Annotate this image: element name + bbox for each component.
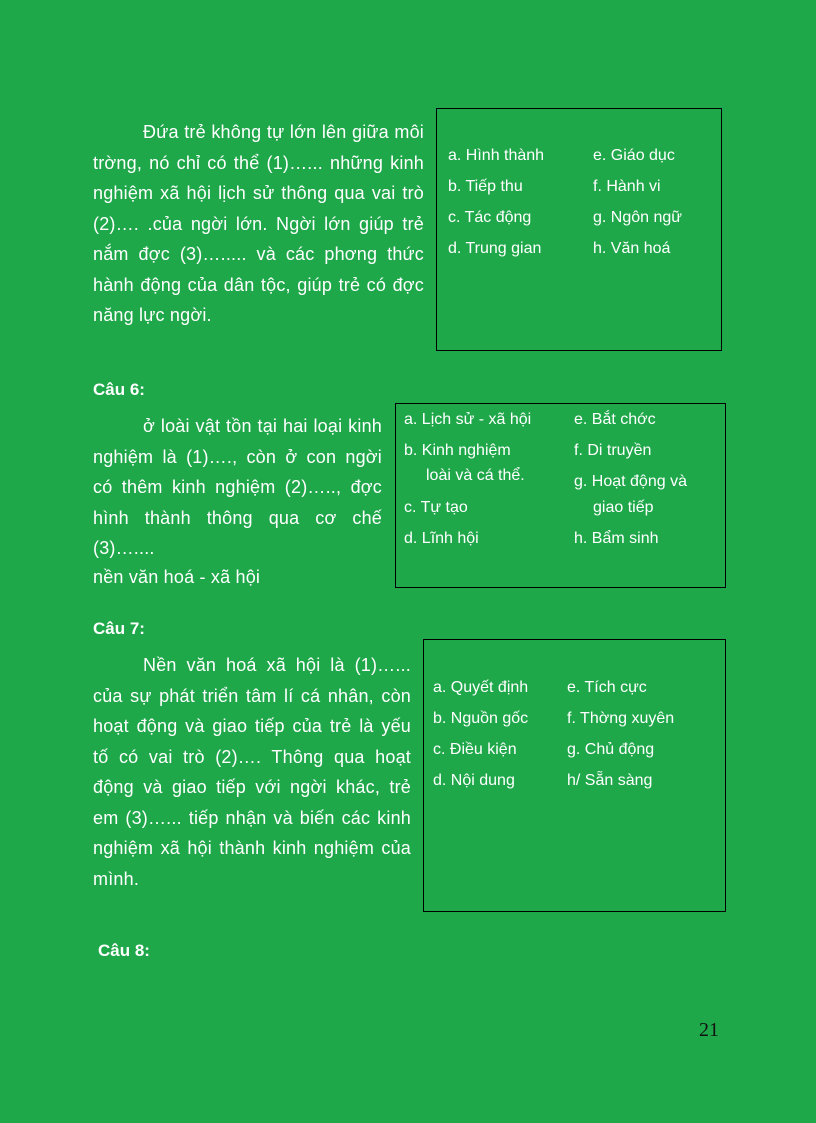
option-2g-cont: giao tiếp xyxy=(593,499,654,516)
paragraph-1-text: Đứa trẻ không tự lớn lên giữa môi trờng, nó chỉ có thể (1)…... những kinh nghiệm xã hội lịch sử thông qua vai trò (2)…. .của ngời lớn. Ngời lớn giúp trẻ nắm đợc (3)…..... và các phơng thức hành động của dân tộc, giúp trẻ có đợc năng lực ngời. xyxy=(93,122,424,325)
paragraph-2 xyxy=(93,411,382,564)
option-2b-cont: loài và cá thể. xyxy=(426,467,525,484)
option-1b: b. Tiếp thu xyxy=(448,178,523,195)
options-box-3 xyxy=(423,639,726,912)
paragraph-3-text: Nền văn hoá xã hội là (1)…... của sự phát triển tâm lí cá nhân, còn hoạt động và giao tiếp của trẻ là yếu tố có vai trò (2)…. Thông qua hoạt động và giao tiếp với ngời khác, trẻ em (3)…... tiếp nhận và biến các kinh nghiệm xã hội thành kinh nghiệm của mình. xyxy=(93,655,411,889)
option-3e: e. Tích cực xyxy=(567,679,647,696)
option-1h: h. Văn hoá xyxy=(593,240,671,257)
option-3d: d. Nội dung xyxy=(433,772,515,789)
option-3f: f. Thờng xuyên xyxy=(567,710,675,727)
option-2e: e. Bắt chớc xyxy=(574,411,656,428)
options-box-1 xyxy=(436,108,722,351)
option-2h: h. Bẩm sinh xyxy=(574,530,659,547)
question-8-heading: Câu 8: xyxy=(98,941,150,960)
option-1c: c. Tác động xyxy=(448,209,532,226)
options-box-2 xyxy=(395,403,726,588)
option-3g: g. Chủ động xyxy=(567,741,655,758)
option-1d: d. Trung gian xyxy=(448,240,542,257)
option-2a: a. Lịch sử - xã hội xyxy=(404,411,532,428)
paragraph-3 xyxy=(93,650,411,894)
page-number: 21 xyxy=(699,1019,719,1041)
option-1f: f. Hành vi xyxy=(593,178,661,195)
option-1a: a. Hình thành xyxy=(448,147,545,164)
option-2g: g. Hoạt động và xyxy=(574,473,687,490)
paragraph-1 xyxy=(93,117,424,331)
option-2f: f. Di truyền xyxy=(574,442,652,459)
question-7-heading: Câu 7: xyxy=(93,619,145,638)
option-3c: c. Điều kiện xyxy=(433,741,517,758)
paragraph-2-text: ở loài vật tồn tại hai loại kinh nghiệm là (1)…., còn ở con ngời có thêm kinh nghiệm (2)….., đợc hình thành thông qua cơ chế (3)….... xyxy=(93,416,382,558)
option-1g: g. Ngôn ngữ xyxy=(593,209,682,226)
option-2b: b. Kinh nghiệm xyxy=(404,442,511,459)
option-1e: e. Giáo dục xyxy=(593,147,675,164)
option-3a: a. Quyết định xyxy=(433,679,529,696)
option-2d: d. Lĩnh hội xyxy=(404,530,479,547)
option-2c: c. Tự tạo xyxy=(404,499,468,516)
paragraph-2-last-line: nền văn hoá - xã hội xyxy=(93,567,261,587)
option-3h: h/ Sẵn sàng xyxy=(567,772,653,789)
option-3b: b. Nguồn gốc xyxy=(433,710,529,727)
question-6-heading: Câu 6: xyxy=(93,380,145,399)
